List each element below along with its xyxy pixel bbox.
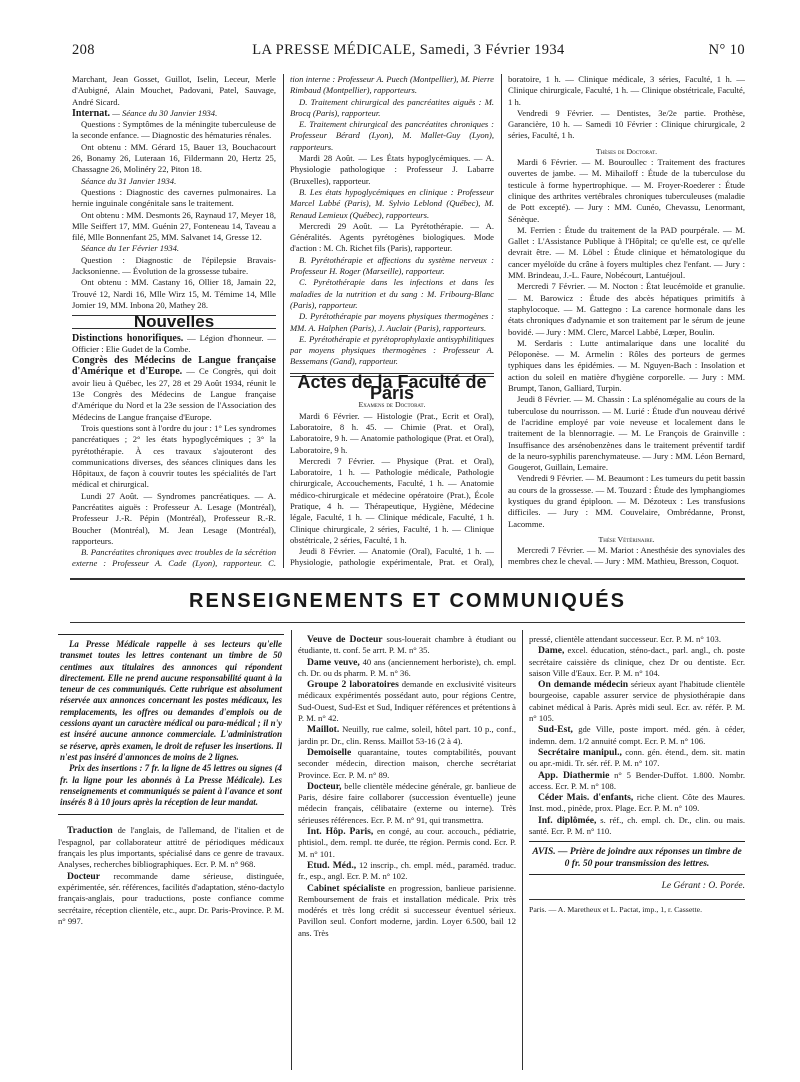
renseignements-banner: RENSEIGNEMENTS ET COMMUNIQUÉS — [189, 590, 626, 612]
distinctions: Distinctions honorifiques. — Légion d'honneur. — Officier : Elie Gudet de la Combe. — [72, 332, 276, 354]
these-3: Mercredi 7 Février. — M. Nocton : État leucémoïde et granulie. — M. Barowicz : Étude des abcès hépatiques primitifs à staphylocoque. — M. Gattegno : La carence hormonale dans les états chroniques d'adynamie et son traitement par le sérum de jeune bovidé. — Jury : MM. Clerc, Marcel Labbé, Lœper, Boulin. — [508, 281, 745, 337]
congres-heading: Congrès des Médecins de Langue française d'Amérique et d'Europe. — Ce Congrès, qui doit avoir lieu à Québec, les 27, 28 et 29 Août 1934, réunit le 13e Congrès des Médecins de Langue française d'Amérique du Nord et la 23e session de l'Association des Médecins de Langue française d'Europe. — [72, 355, 276, 422]
issue-number: N° 10 — [708, 42, 745, 58]
avis-box: AVIS. — Prière de joindre aux réponses un timbre de 0 fr. 50 pour transmission des lettres. — [529, 841, 745, 875]
internat-seance-3: Séance du 1er Février 1934. — [81, 243, 180, 254]
ad-traduction: Traduction de l'anglais, de l'allemand, de l'italien et de l'espagnol, par collaborateur attitré de périodiques médicaux français les plus importants, spécialisé dans ce genre de travaux. Analyses, recherches bibliographiques. Ecr. P. M. n° 968. — [58, 825, 284, 870]
these-5: Jeudi 8 Février. — M. Chassin : La splénomégalie au cours de la tuberculose du nourrisson. — M. Lurié : Étude d'un nouveau dérivé de l'acridine employé par voie neveuse et localement dans le traitement de la blennorragie. — M. Le François de Grainville : Insuffisance des arsénobenzènes dans le traitement préventif tardif de la neuro-syphilis parenchymateuse. — Jury : MM. Léon Bernard, Gougerot, Guillain, Lemaire. — [508, 394, 745, 473]
notice-intro: La Presse Médicale rappelle à ses lecteurs qu'elle transmet toutes les lettres contenant un timbre de 50 centimes aux titulaires des annonces qui répondent directement. Elle ne prend aucune responsabilité quant à la teneur de ces communiqués. Cette rubrique est absolument réservée aux annonces concernant les postes médicaux, les remplacements, les offres ou demandes d'emplois ou de cessions ayant un caractère médical ou para-médical ; il n'y est inséré aucune annonce commerciale. L'administration se réserve, après examen, le droit de refuser les insertions. Il n'est pas inséré d'annonces de moins de 2 lignes. — [60, 639, 282, 762]
congres-mardi: Mardi 28 Août. — Les États hypoglycémiques. — A. Physiologie pathologique : Professeur J. Labarre (Bruxelles), rapporteur. — [290, 153, 494, 186]
section-rule-bottom — [70, 622, 745, 623]
journal-title: LA PRESSE MÉDICALE, Samedi, 3 Février 1934 — [252, 42, 565, 58]
internat-questions-1: Questions : Symptômes de la méningite tuberculeuse de la seconde enfance. — Diagnostic des hématuries rénales. — [72, 119, 276, 141]
examens-jeudi: Jeudi 8 Février. — Anatomie (Oral), Faculté, 1 h. — Physiologie, pathologie expérimentale, Prat. et Oral), — [290, 546, 494, 568]
section-rule-top — [70, 578, 745, 580]
congres-d: D. Traitement chirurgical des pancréatites aiguës : M. Brocq (Paris), rapporteur. — [290, 96, 494, 118]
congres-continued: tion interne : Professeur A. Puech (Montpellier), M. Pierre Rimbaud (Montpellier), rapporteurs. — [290, 74, 494, 96]
column-2 — [290, 74, 494, 570]
internat-questions-3: Question : Diagnostic de l'épilepsie Bravais-Jacksonienne. — Évolution de la grossesse tubaire. — [72, 254, 276, 277]
column-1 — [72, 74, 276, 570]
these-6: Vendredi 9 Février. — M. Beaumont : Les tumeurs du petit bassin au cours de la grossesse. — M. Touzard : Étude des lymphangiomes kystiques du grand épiploon. — M. Dézoteux : Les transfusions difficiles. — Jury : MM. Couvelaire, Ombrédanne, Pronst, Lacomme. — [508, 473, 745, 529]
internat-results-3: Ont obtenu : MM. Castany 16, Ollier 18, Jamain 22, Trouvé 12, Nardi 16, Mlle Wirz 15, M. Témime 14, Mlle Jomier 19, MM. Inbona 20, Mathey 28. — [72, 277, 276, 310]
bottom-column-1 — [58, 634, 284, 1074]
these-2: M. Ferrien : Étude du traitement de la PAD pourpérale. — M. Gallet : L'Assistance Publique à l'Hôpital; ce qu'elle est, ce qu'elle devrait être. — M. Löbel : Étude clinique et hématologique du cancer myéloïde du crâne à foyers multiples chez l'enfant. — Jury : MM. Brindeau, J.-L. Faure, Nobécourt, Lantuéjoul. — [508, 224, 745, 281]
ad-docteur-banlieue: Docteur, belle clientèle médecine générale, gr. banlieue de Paris, désire faire collaborer (succession éventuelle) jeune médecin français, célibataire (externe ou interne). Très sérieuses références. Ecr. P. M. n° 91, qui transmettra. — [298, 780, 516, 825]
actes-title: Actes de la Faculté de Paris — [297, 371, 487, 404]
congres-lundi-b: B. Pancréatites chroniques avec troubles de la sécrétion externe : Professeur A. Cade (Lyon), rapporteur. C. — [72, 547, 276, 569]
bottom-column-2 — [298, 634, 516, 1074]
congres-mercredi-b: B. Pyrétothérapie et affections du système nerveux : Professeur H. Roger (Marseille), rapporteur. — [290, 254, 494, 277]
ad-demoiselle: Demoiselle quarantaine, toutes comptabilités, pouvant seconder médecin, direction maison, cherche secrétariat Province. Ecr. P. M. n° 89. — [298, 746, 516, 780]
ad-sud-est: Sud-Est, gde Ville, poste import. méd. gén. à céder, indemn. dem. 1/2 annuité compt. Ecr. P. M. n° 106. — [529, 724, 745, 746]
examens-vendredi: Vendredi 9 Février. — Dentistes, 3e/2e partie. Prothèse, Garancière, 10 h. — Samedi 10 Février : Clinique chirurgicale, 2 séries, Faculté, 1 h. — [508, 107, 745, 141]
these-4: M. Serdaris : Lutte antimalarique dans une localité du Péloponèse. — M. Armelin : Rôles des porteurs de germes typhiques dans les épidémies. — M. Nguyen-Bach : Insolation et action du soleil en matière d'hygiène corporelle. — Jury : MM. Brumpt, Tanon, Galliard, Turpin. — [508, 337, 745, 394]
ad-diathermie: App. Diathermie n° 5 Bender-Duffot. 1.800. Nombr. access. Ecr. P. M. n° 108. — [529, 769, 745, 791]
page-number: 208 — [72, 42, 95, 58]
bottom-divider-2 — [522, 630, 523, 1070]
ad-int-hop: Int. Hôp. Paris, en congé, au cour. accouch., pédiatrie, phtisiol., dem. rempl. tte durée, tte région. Permis cond. Ecr. P. M. n° 101. — [298, 826, 516, 859]
examens-mercredi: Mercredi 7 Février. — Physique (Prat. et Oral), Laboratoire, 1 h. — Pathologie médicale, Pathologie chirurgicale, Accouchements, Faculté, 1 h. — Anatomie médico-chirurgicale et médecine opératoire (Prat.), École Pratique, 4 h. — Thérapeutique, Hygiène, Médecine légale, Faculté, 1 h. — Clinique médicale, Faculté, 1 h. Clinique chirurgicale, 2 séries, Faculté, 1 h. — Clinique obstétricale, 2 séries, Faculté, 1 h. — [290, 455, 494, 545]
ad-groupe-laboratoires: Groupe 2 laboratoires demande en exclusivité visiteurs médicaux expérimentés possédant auto, pour régions Centre, Sud-Ouest, Sud-Est et Sud, Indiquer références et prétentions à P. M. n° 42. — [298, 679, 516, 724]
examens-continued: boratoire, 1 h. — Clinique médicale, 3 séries, Faculté, 1 h. — Clinique chirurgicale, Faculté, 1 h. — Clinique obstétricale, Faculté, 1 h. — [508, 74, 745, 107]
congres-mercredi-e: E. Pyrétothérapie et pyrétoprophylaxie antisyphilitiques par moyens physiques thermogènes : Professeur A. Bessemans (Gand), rapporteur. — [290, 333, 494, 367]
examens-heading: Examens de Doctorat. — [358, 400, 426, 410]
these-veterinaire-1: Mercredi 7 Février. — M. Mariot : Anesthésie des synoviales des membres chez le cheval. — Jury : MM. Mathieu, Bresson, Coquot. — [508, 545, 745, 567]
notice-box — [58, 634, 284, 815]
internat-seance-2: Séance du 31 Janvier 1934. — [81, 175, 177, 186]
nouvelles-title: Nouvelles — [133, 312, 215, 332]
ad-veuve-docteur: Veuve de Docteur sous-louerait chambre à étudiant ou étudiante, tt. conf. 5e arrt. P. M. n° 35. — [298, 634, 516, 656]
imprimeur-line: Paris. — A. Maretheux et L. Pactat, imp., 1, r. Cassette. — [529, 904, 703, 914]
internat-questions-2: Questions : Diagnostic des cavernes pulmonaires. La hernie inguinale congénitale sans le traitement. — [72, 186, 276, 209]
ad-etud-med: Etud. Méd., 12 inscrip., ch. empl. méd., paraméd. traduc. fr., esp., angl. Ecr. P. M. n° 102. — [298, 859, 516, 882]
column-divider-2 — [501, 74, 502, 568]
ad-dame-education: Dame, excel. éducation, sténo-dact., parl. angl., ch. poste secrétaire caissière ds clinique, chez Dr ou dentiste. Ecr. saison Ville d'Eaux. Ecr. P. M. n° 104. — [529, 645, 745, 678]
ad-cabinet-continued: pressé, clientèle attendant successeur. Ecr. P. M. n° 103. — [529, 634, 721, 644]
examens-mardi: Mardi 6 Février. — Histologie (Prat., Ecrit et Oral), Laboratoire, 8 h. 45. — Chimie (Prat. et Oral), Laboratoire, 9 h. — Anatomie pathologique (Prat. et Oral), Laboratoire, 9 h. — [290, 410, 494, 455]
theses-heading: Thèses de Doctorat. — [595, 146, 658, 156]
exam-names-continued: Marchant, Jean Gosset, Guillot, Iselin, Leceur, Merle d'Aubigné, Alain Mouchet, Padovani, Patel, Sauvage, André Sicard. — [72, 74, 276, 107]
ad-maison-enfants: Céder Mais. d'enfants, riche client. Côte des Maures. Inst. mod., pinède, prox. Plage. Ecr. P. M. n° 109. — [529, 792, 745, 814]
these-veterinaire-heading: Thèse Vétérinaire. — [598, 534, 655, 544]
congres-paragraph-2: Trois questions sont à l'ordre du jour : 1° Les syndromes pancréatiques ; 2° les états hypoglycémiques ; 3° la pyrétothérapie. À ces travaux s'ajouteront des communications diverses, des séances cliniques dans les Hôpitaux, de façon à couvrir toutes les spécialités de l'art médical et chirurgical. — [72, 422, 276, 490]
ad-cabinet-specialiste: Cabinet spécialiste en progression, banlieue parisienne. Remboursement de frais et installation médicale. Prix très modérés et très long crédit si successeur éventuel sérieux. Pavillon seul. Confort moderne, jardin. Loyer 6.500, bail 12 ans. Très — [298, 882, 516, 938]
congres-mardi-b: B. Les états hypoglycémiques en clinique : Professeur Marcel Labbé (Paris), M. Sylvio Leblond (Québec), M. Renaud Lemieux (Québec), rapporteurs. — [290, 186, 494, 220]
bottom-divider-1 — [291, 630, 292, 1070]
ad-on-demande-medecin: On demande médecin sérieux ayant l'habitude clientèle bourgeoise, capable assurer service de physiothérapie dans cabinet médical à Paris. Après midi seul. Ecr. av. référ. P. M. n° 105. — [529, 679, 745, 724]
congres-e: E. Traitement chirurgical des pancréatites chroniques : Professeur Bérard (Lyon), M. Mallet-Guy (Lyon), rapporteurs. — [290, 119, 494, 152]
these-1: Mardi 6 Février. — M. Bouroullec : Traitement des fractures ouvertes de jambe. — M. Mihailoff : Étude de la tuberculose du testicule à forme hypertrophique. — M. Froyer-Roederer : Étude clinique des arthrites vertébrales chroniques tuberculeuses (maladie de Pott excepté). — Jury : MM. Cunéo, Chevassu, Lenormant, Sénèque. — [508, 157, 745, 224]
ad-docteur-recommande: Docteur recommande dame sérieuse, distinguée, expérimentée, sér. références, facilités d'adaptation, sténo-dactylo français-anglais, pour traductions, poste confiance comme secrétaire, réception clientèle, etc., aupr. Dr. Paris-Province. P. M. n° 997. — [58, 870, 284, 926]
gerant-line: Le Gérant : O. Porée. — [661, 881, 745, 892]
internat-results-1: Ont obtenu : MM. Gérard 15, Bauer 13, Bouchacourt 26, Bonamy 26, Luteraan 16, Fildermann 20, Hertz 25, Chassagne 26, Molinéry 22, Piton 18. — [72, 141, 276, 175]
ad-maillot: Maillot. Neuilly, rue calme, soleil, hôtel part. 10 p., conf., jardin pr. Dr., clin. Renss. Maillot 53-16 (2 à 4). — [298, 724, 516, 746]
congres-mercredi-d: D. Pyrétothérapie par moyens physiques thermogènes : MM. A. Halphen (Paris), J. Auclair (Paris), rapporteurs. — [290, 311, 494, 333]
congres-mercredi-c: C. Pyrétothérapie dans les infections et dans les maladies de la nutrition et du sang : M. Fribourg-Blanc (Paris), rapporteur. — [290, 277, 494, 310]
congres-lundi: Lundi 27 Août. — Syndromes pancréatiques. — A. Pancréatites aiguës : Professeur A. Lesage (Montréal), Professeur J.-R. Pépin (Montréal), Professeur R.-R. Boucher (Montréal), M. Jean Lesage (Montréal), rapporteurs. — [72, 490, 276, 546]
ad-dame-veuve: Dame veuve, 40 ans (anciennement herboriste), ch. empl. ch. Dr. ou ds pharm. P. M. n° 36. — [298, 656, 516, 678]
bottom-column-3 — [529, 634, 745, 1074]
ad-secretaire: Secrétaire manipul., conn. gén. étend., dem. sit. matin ou apr.-midi. Tr. sér. réf. P. M. n° 107. — [529, 746, 745, 769]
page-header — [72, 42, 745, 64]
ad-infirmiere: Inf. diplômée, s. réf., ch. empl. ch. Dr., clin. ou mais. santé. Ecr. P. M. n° 110. — [529, 814, 745, 837]
internat-heading: Internat. — Séance du 30 Janvier 1934. — [72, 107, 218, 119]
notice-prix: Prix des insertions : 7 fr. la ligne de 45 lettres ou signes (4 fr. la ligne pour les abonnés à La Presse Médicale). Les renseignements et communiqués se paient à l'avance et sont insérés 8 à 10 jours après la réception de leur mandat. — [60, 763, 282, 808]
column-3 — [508, 74, 745, 570]
internat-results-2: Ont obtenu : MM. Desmonts 26, Raynaud 17, Meyer 18, Mlle Seiffert 17, MM. Guénin 27, Fonteneau 14, Taveau a filé, Mlle Bonnenfant 25, MM. Salvanet 14, Gresse 12. — [72, 209, 276, 243]
column-divider-1 — [283, 74, 284, 568]
congres-mercredi: Mercredi 29 Août. — La Pyrétothérapie. — A. Généralités. Agents pyrétogènes biologiques. Mode d'action : M. Ch. Richet fils (Paris), rapporteur. — [290, 220, 494, 254]
